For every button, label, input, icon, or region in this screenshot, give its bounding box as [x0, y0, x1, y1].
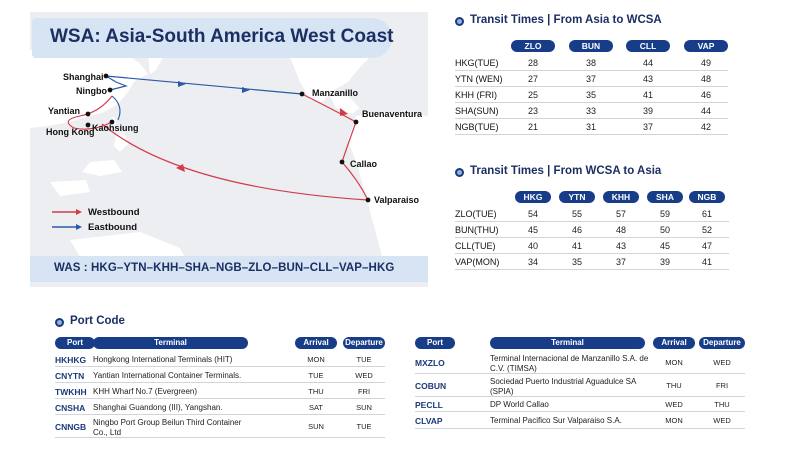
transit-days-cell: 43: [615, 241, 626, 251]
transit-days-cell: 57: [615, 209, 626, 219]
port-row: [55, 352, 385, 367]
column-header-arrival: Arrival: [653, 337, 695, 349]
column-header-cll: CLL: [626, 40, 670, 52]
terminal-name: Hongkong International Terminals (HIT): [93, 355, 233, 364]
column-header-arrival: Arrival: [295, 337, 337, 349]
table-row: [455, 239, 729, 254]
row-label: SHA(SUN): [455, 106, 499, 116]
transit-days-cell: 50: [659, 225, 670, 235]
port-dot-shanghai: [104, 74, 109, 79]
transit-days-cell: 43: [642, 74, 653, 84]
column-header-departure: Departure: [343, 337, 385, 349]
transit-days-cell: 44: [642, 58, 653, 68]
port-dot-callao: [340, 160, 345, 165]
map-title-banner: [32, 18, 392, 58]
column-header-zlo: ZLO: [511, 40, 555, 52]
row-label: HKG(TUE): [455, 58, 499, 68]
transit-days-cell: 61: [701, 209, 712, 219]
transit-days-cell: 35: [585, 90, 596, 100]
transit-days-cell: 42: [700, 122, 711, 132]
transit-days-cell: 52: [701, 225, 712, 235]
transit-days-cell: 40: [527, 241, 538, 251]
transit-days-cell: 45: [527, 225, 538, 235]
transit-table-wcsa-asia: [455, 191, 765, 271]
arrival-day: MON: [307, 355, 325, 364]
column-header-departure: Departure: [699, 337, 745, 349]
port-label-hong-kong: Hong Kong: [46, 127, 95, 137]
table-row: [455, 88, 728, 103]
terminal-name: Terminal Internacional de Manzanillo S.A. de C.V. (TIMSA): [490, 354, 649, 373]
terminal-name: KHH Wharf No.7 (Evergreen): [93, 387, 198, 396]
transit-table-asia-wcsa: [455, 40, 765, 140]
terminal-name: Shanghai Guandong (III), Yangshan.: [93, 403, 223, 412]
arrival-day: MON: [665, 358, 683, 367]
legend-westbound: Westbound: [88, 207, 140, 218]
section-bullet-icon: [455, 168, 464, 177]
port-label-valparaiso: Valparaiso: [374, 195, 420, 205]
transit-asia-wcsa-title: Transit Times | From Asia to WCSA: [470, 14, 662, 26]
arrival-day: THU: [308, 387, 324, 396]
port-code: TWKHH: [55, 387, 87, 397]
eastbound-route: [106, 76, 302, 94]
table-row: [455, 120, 728, 135]
transit-days-cell: 37: [585, 74, 596, 84]
port-code: CNYTN: [55, 371, 85, 381]
table-row: [455, 72, 728, 87]
terminal-name: Yantian International Container Terminals.: [93, 371, 242, 380]
transit-days-cell: 48: [700, 74, 711, 84]
port-code-table-asia: [55, 337, 385, 447]
column-header-terminal: Terminal: [93, 337, 248, 349]
port-dot-buenaventura: [354, 120, 359, 125]
legend-eastbound: Eastbound: [88, 222, 138, 233]
transit-days-cell: 55: [571, 209, 582, 219]
port-label-kaohsiung: Kaohsiung: [92, 123, 139, 133]
port-code: CNNGB: [55, 422, 87, 432]
arrival-day: SUN: [308, 422, 324, 431]
port-dot-ningbo: [108, 88, 113, 93]
port-row: [415, 413, 745, 429]
port-label-buenaventura: Buenaventura: [362, 109, 423, 119]
port-code: MXZLO: [415, 358, 445, 368]
table-row: [455, 255, 729, 270]
departure-day: TUE: [356, 422, 372, 431]
route-map: [30, 12, 428, 287]
terminal-name: Ningbo Port Group Beilun Third Container Co., Ltd: [93, 418, 242, 437]
row-label: CLL(TUE): [455, 241, 496, 251]
westbound-route: [102, 94, 368, 200]
port-code: PECLL: [415, 400, 443, 410]
departure-day: FRI: [715, 381, 729, 390]
departure-day: SUN: [356, 403, 372, 412]
port-code: COBUN: [415, 381, 447, 391]
port-dot-valparaiso: [366, 198, 371, 203]
port-label-yantian: Yantian: [48, 106, 81, 116]
eastbound-arrow: [178, 81, 186, 87]
transit-days-cell: 45: [659, 241, 670, 251]
port-code: CLVAP: [415, 416, 443, 426]
row-label: YTN (WEN): [455, 74, 503, 84]
port-label-ningbo: Ningbo: [76, 86, 107, 96]
map-title: WSA: Asia-South America West Coast: [50, 26, 394, 47]
column-header-bun: BUN: [569, 40, 613, 52]
port-row: [415, 398, 745, 412]
transit-days-cell: 44: [700, 106, 711, 116]
section-bullet-icon: [55, 318, 64, 327]
legend-westbound-arrowhead: [76, 209, 82, 215]
transit-days-cell: 25: [527, 90, 538, 100]
arrival-day: MON: [665, 416, 683, 425]
transit-days-cell: 23: [527, 106, 538, 116]
transit-days-cell: 38: [585, 58, 596, 68]
transit-days-cell: 54: [527, 209, 538, 219]
port-row: [415, 352, 745, 374]
terminal-name: Terminal Pacifico Sur Valparaiso S.A.: [490, 416, 622, 425]
transit-days-cell: 39: [659, 257, 670, 267]
port-row: [55, 400, 385, 415]
arrival-day: TUE: [308, 371, 324, 380]
port-code-table-wcsa: [415, 337, 745, 447]
port-row: [55, 368, 385, 383]
eastbound-arrow: [242, 87, 250, 93]
table-row: [455, 104, 728, 119]
row-label: ZLO(TUE): [455, 209, 497, 219]
port-row: [55, 384, 385, 399]
terminal-name: Sociedad Puerto Industrial Aguadulce SA (SPIA): [490, 377, 636, 396]
transit-days-cell: 46: [700, 90, 711, 100]
transit-days-cell: 48: [615, 225, 626, 235]
transit-days-cell: 41: [642, 90, 653, 100]
port-dot-yantian: [86, 112, 91, 117]
port-code: CNSHA: [55, 403, 86, 413]
departure-day: FRI: [357, 387, 371, 396]
port-label-callao: Callao: [350, 159, 378, 169]
table-row: [455, 56, 728, 71]
departure-day: WED: [355, 371, 373, 380]
port-row: [55, 416, 385, 438]
row-label: NGB(TUE): [455, 122, 499, 132]
arrival-day: SAT: [308, 403, 324, 412]
port-code: HKHKG: [55, 355, 87, 365]
port-row: [415, 375, 745, 397]
departure-day: WED: [713, 416, 731, 425]
column-header-port: Port: [55, 337, 95, 349]
transit-days-cell: 33: [585, 106, 596, 116]
column-header-terminal: Terminal: [490, 337, 645, 349]
transit-days-cell: 21: [527, 122, 538, 132]
table-row: [455, 223, 729, 238]
arrival-day: WED: [665, 400, 683, 409]
column-header-port: Port: [415, 337, 455, 349]
port-label-manzanillo: Manzanillo: [312, 88, 359, 98]
transit-days-cell: 41: [701, 257, 712, 267]
transit-days-cell: 31: [585, 122, 596, 132]
terminal-name: DP World Callao: [490, 400, 549, 409]
transit-wcsa-asia-title: Transit Times | From WCSA to Asia: [470, 165, 662, 177]
column-header-sha: SHA: [647, 191, 683, 203]
column-header-vap: VAP: [684, 40, 728, 52]
column-header-ngb: NGB: [689, 191, 725, 203]
port-rotation: WAS : HKG–YTN–KHH–SHA–NGB–ZLO–BUN–CLL–VAP–HKG: [54, 262, 395, 274]
transit-days-cell: 37: [615, 257, 626, 267]
transit-days-cell: 47: [701, 241, 712, 251]
arrival-day: THU: [666, 381, 682, 390]
column-header-hkg: HKG: [515, 191, 551, 203]
row-label: BUN(THU): [455, 225, 499, 235]
rotation-banner: [30, 256, 428, 282]
table-row: [455, 207, 729, 222]
transit-days-cell: 59: [659, 209, 670, 219]
departure-day: THU: [714, 400, 730, 409]
transit-days-cell: 34: [527, 257, 538, 267]
port-dot-manzanillo: [300, 92, 305, 97]
transit-days-cell: 46: [571, 225, 582, 235]
transit-days-cell: 49: [700, 58, 711, 68]
port-code-title: Port Code: [70, 315, 125, 327]
section-bullet-icon: [455, 17, 464, 26]
legend-eastbound-arrowhead: [76, 224, 82, 230]
south-america-landmass: [348, 112, 428, 274]
transit-days-cell: 39: [642, 106, 653, 116]
row-label: KHH (FRI): [455, 90, 497, 100]
transit-days-cell: 27: [527, 74, 538, 84]
row-label: VAP(MON): [455, 257, 500, 267]
column-header-ytn: YTN: [559, 191, 595, 203]
departure-day: WED: [713, 358, 731, 367]
port-label-shanghai: Shanghai: [63, 72, 104, 82]
transit-days-cell: 35: [571, 257, 582, 267]
transit-days-cell: 41: [571, 241, 582, 251]
departure-day: TUE: [356, 355, 372, 364]
philippines-islands: [50, 132, 128, 196]
transit-days-cell: 28: [527, 58, 538, 68]
column-header-khh: KHH: [603, 191, 639, 203]
transit-days-cell: 37: [642, 122, 653, 132]
